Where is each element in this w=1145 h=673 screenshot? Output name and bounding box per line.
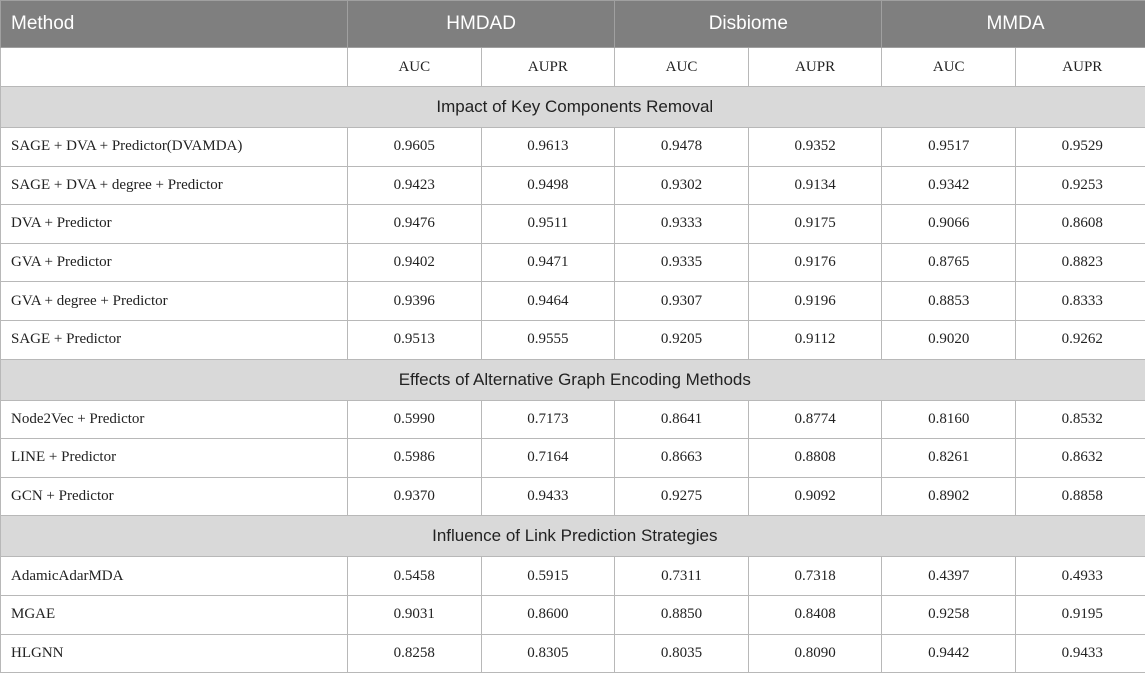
value-cell: 0.9195: [1016, 595, 1145, 634]
value-cell: 0.9478: [615, 128, 749, 167]
table-row: [1, 557, 1145, 596]
metric-header: AUPR: [1016, 48, 1145, 87]
value-cell: 0.7311: [615, 557, 749, 596]
value-cell: 0.5458: [348, 557, 482, 596]
value-cell: 0.9066: [882, 205, 1016, 244]
value-cell: 0.8608: [1016, 205, 1145, 244]
value-cell: 0.9513: [348, 320, 482, 359]
table-row: [1, 320, 1145, 359]
method-cell: GVA + Predictor: [1, 243, 348, 282]
value-cell: 0.9517: [882, 128, 1016, 167]
section-title: Influence of Link Prediction Strategies: [1, 516, 1145, 557]
value-cell: 0.8408: [748, 595, 882, 634]
value-cell: 0.9342: [882, 166, 1016, 205]
value-cell: 0.9175: [748, 205, 882, 244]
value-cell: 0.8641: [615, 400, 749, 439]
value-cell: 0.8823: [1016, 243, 1145, 282]
value-cell: 0.8532: [1016, 400, 1145, 439]
value-cell: 0.9613: [481, 128, 615, 167]
value-cell: 0.9442: [882, 634, 1016, 673]
value-cell: 0.7318: [748, 557, 882, 596]
value-cell: 0.9464: [481, 282, 615, 321]
table-row: [1, 243, 1145, 282]
value-cell: 0.9423: [348, 166, 482, 205]
method-cell: LINE + Predictor: [1, 439, 348, 478]
metric-header: AUPR: [748, 48, 882, 87]
table-row: [1, 439, 1145, 478]
dataset-header-hmdad: HMDAD: [348, 1, 615, 48]
value-cell: 0.8160: [882, 400, 1016, 439]
value-cell: 0.9020: [882, 320, 1016, 359]
metric-header: AUPR: [481, 48, 615, 87]
metric-header-blank: [1, 48, 348, 87]
value-cell: 0.7173: [481, 400, 615, 439]
value-cell: 0.9402: [348, 243, 482, 282]
value-cell: 0.8858: [1016, 477, 1145, 516]
value-cell: 0.8632: [1016, 439, 1145, 478]
value-cell: 0.4397: [882, 557, 1016, 596]
value-cell: 0.8663: [615, 439, 749, 478]
value-cell: 0.9307: [615, 282, 749, 321]
value-cell: 0.5986: [348, 439, 482, 478]
section-header-row: [1, 359, 1145, 400]
method-cell: SAGE + DVA + degree + Predictor: [1, 166, 348, 205]
value-cell: 0.8765: [882, 243, 1016, 282]
value-cell: 0.8600: [481, 595, 615, 634]
dataset-header-disbiome: Disbiome: [615, 1, 882, 48]
value-cell: 0.9498: [481, 166, 615, 205]
dataset-header-mmda: MMDA: [882, 1, 1145, 48]
value-cell: 0.4933: [1016, 557, 1145, 596]
value-cell: 0.8090: [748, 634, 882, 673]
method-cell: DVA + Predictor: [1, 205, 348, 244]
table-row: [1, 400, 1145, 439]
value-cell: 0.9471: [481, 243, 615, 282]
table-row: [1, 595, 1145, 634]
table-row: [1, 634, 1145, 673]
value-cell: 0.8261: [882, 439, 1016, 478]
value-cell: 0.9258: [882, 595, 1016, 634]
method-header: Method: [1, 1, 348, 48]
value-cell: 0.9396: [348, 282, 482, 321]
method-cell: GVA + degree + Predictor: [1, 282, 348, 321]
value-cell: 0.8850: [615, 595, 749, 634]
table-row: [1, 128, 1145, 167]
metric-header: AUC: [348, 48, 482, 87]
value-cell: 0.9605: [348, 128, 482, 167]
value-cell: 0.9134: [748, 166, 882, 205]
value-cell: 0.9433: [1016, 634, 1145, 673]
method-cell: AdamicAdarMDA: [1, 557, 348, 596]
value-cell: 0.9333: [615, 205, 749, 244]
method-cell: MGAE: [1, 595, 348, 634]
table-row: [1, 477, 1145, 516]
value-cell: 0.8774: [748, 400, 882, 439]
value-cell: 0.8305: [481, 634, 615, 673]
metric-header: AUC: [615, 48, 749, 87]
table-row: [1, 282, 1145, 321]
value-cell: 0.5990: [348, 400, 482, 439]
metric-header-row: [1, 48, 1145, 87]
value-cell: 0.9176: [748, 243, 882, 282]
value-cell: 0.5915: [481, 557, 615, 596]
value-cell: 0.9302: [615, 166, 749, 205]
value-cell: 0.9511: [481, 205, 615, 244]
table-row: [1, 205, 1145, 244]
method-cell: Node2Vec + Predictor: [1, 400, 348, 439]
method-cell: HLGNN: [1, 634, 348, 673]
method-cell: SAGE + DVA + Predictor(DVAMDA): [1, 128, 348, 167]
value-cell: 0.8808: [748, 439, 882, 478]
value-cell: 0.9112: [748, 320, 882, 359]
value-cell: 0.9370: [348, 477, 482, 516]
value-cell: 0.7164: [481, 439, 615, 478]
value-cell: 0.8258: [348, 634, 482, 673]
value-cell: 0.9529: [1016, 128, 1145, 167]
section-title: Effects of Alternative Graph Encoding Methods: [1, 359, 1145, 400]
value-cell: 0.9205: [615, 320, 749, 359]
dataset-header-row: [1, 1, 1145, 48]
table-body: [1, 87, 1145, 673]
value-cell: 0.8853: [882, 282, 1016, 321]
value-cell: 0.8333: [1016, 282, 1145, 321]
value-cell: 0.9275: [615, 477, 749, 516]
value-cell: 0.9335: [615, 243, 749, 282]
value-cell: 0.9031: [348, 595, 482, 634]
section-header-row: [1, 87, 1145, 128]
value-cell: 0.9196: [748, 282, 882, 321]
value-cell: 0.8902: [882, 477, 1016, 516]
section-title: Impact of Key Components Removal: [1, 87, 1145, 128]
value-cell: 0.9555: [481, 320, 615, 359]
value-cell: 0.9262: [1016, 320, 1145, 359]
value-cell: 0.9352: [748, 128, 882, 167]
metric-header: AUC: [882, 48, 1016, 87]
method-cell: SAGE + Predictor: [1, 320, 348, 359]
section-header-row: [1, 516, 1145, 557]
method-cell: GCN + Predictor: [1, 477, 348, 516]
value-cell: 0.8035: [615, 634, 749, 673]
value-cell: 0.9433: [481, 477, 615, 516]
value-cell: 0.9476: [348, 205, 482, 244]
value-cell: 0.9253: [1016, 166, 1145, 205]
table-row: [1, 166, 1145, 205]
value-cell: 0.9092: [748, 477, 882, 516]
